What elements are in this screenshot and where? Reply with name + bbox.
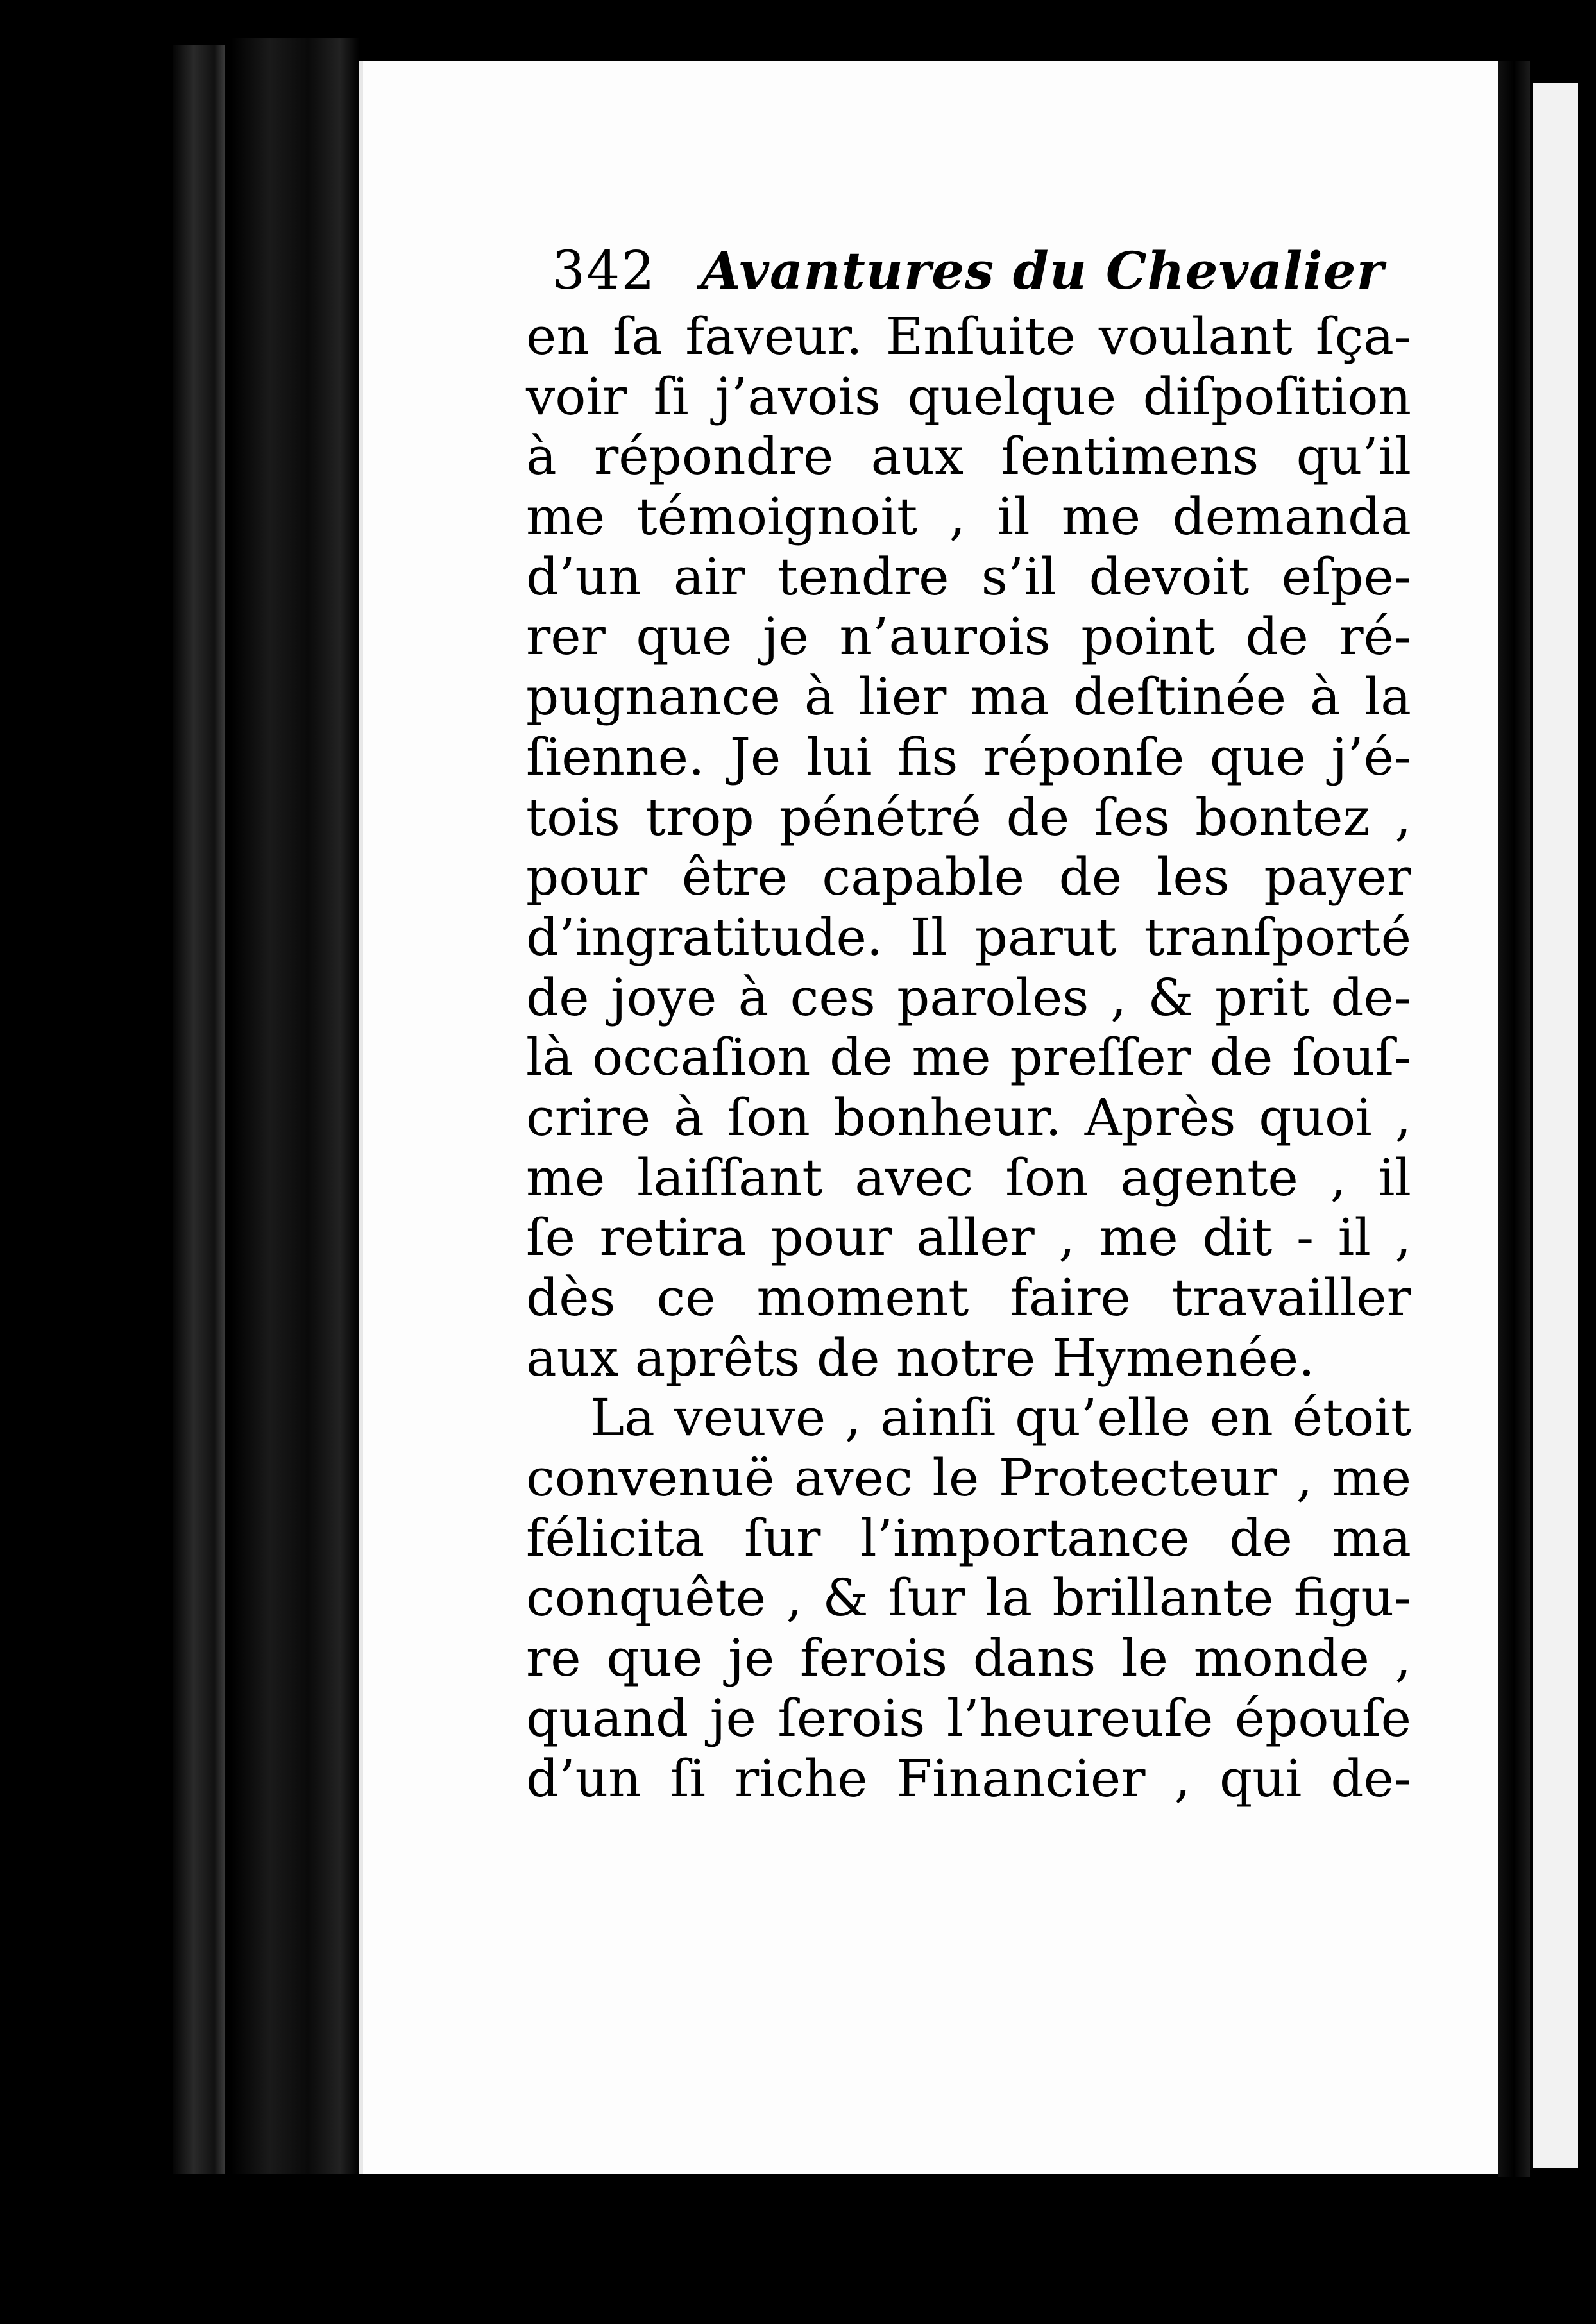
text-line: félicita ſur l’importance de ma [526,1508,1411,1568]
text-line: ſe retira pour aller , me dit - il , [526,1208,1411,1268]
body-text [526,307,1411,1808]
text-line: me laiſſant avec ſon agente , il [526,1147,1411,1208]
text-line: me témoignoit , il me demanda [526,487,1411,547]
running-head [552,240,1386,311]
text-line: pugnance à lier ma deſtinée à la [526,667,1411,727]
text-line: La veuve , ainſi qu’elle en étoit [590,1388,1411,1448]
facing-page-edge [1530,83,1578,2168]
text-line: convenuë avec le Protecteur , me [526,1448,1411,1508]
text-line: conquête , & ſur la brillante figu- [526,1568,1411,1628]
page-gutter-right [1498,61,1530,2177]
text-line: tois trop pénétré de ſes bontez , [526,787,1411,847]
text-line: d’un ſi riche Financier , qui de- [526,1748,1411,1808]
text-line: aux aprêts de notre Hymenée. [526,1327,1315,1388]
text-line: d’un air tendre s’il devoit eſpe- [526,546,1411,607]
text-line: pour être capable de les payer [526,847,1411,907]
text-line: re que je ferois dans le monde , [526,1628,1411,1688]
text-line: d’ingratitude. Il parut tranſporté [526,907,1411,967]
text-line: en ſa faveur. Enſuite voulant ſça- [526,307,1411,366]
book-binding [231,38,359,2174]
text-line: crire à ſon bonheur. Après quoi , [526,1087,1411,1147]
book-edge-left [173,45,225,2174]
text-line: à répondre aux ſentimens qu’il [526,426,1411,487]
text-line: rer que je n’aurois point de ré- [526,607,1411,667]
running-title: Avantures du Chevalier [700,240,1384,301]
text-line: là occaſion de me preſſer de ſouſ- [526,1027,1411,1088]
page-number: 342 [552,240,656,301]
text-line: dès ce moment faire travailler [526,1268,1411,1327]
text-line: quand je ſerois l’heureuſe épouſe [526,1688,1411,1748]
text-line: voir ſi j’avois quelque diſpoſition [526,366,1411,426]
text-line: de joye à ces paroles , & prit de- [526,967,1411,1027]
text-line: ſienne. Je lui fis réponſe que j’é- [526,727,1411,787]
